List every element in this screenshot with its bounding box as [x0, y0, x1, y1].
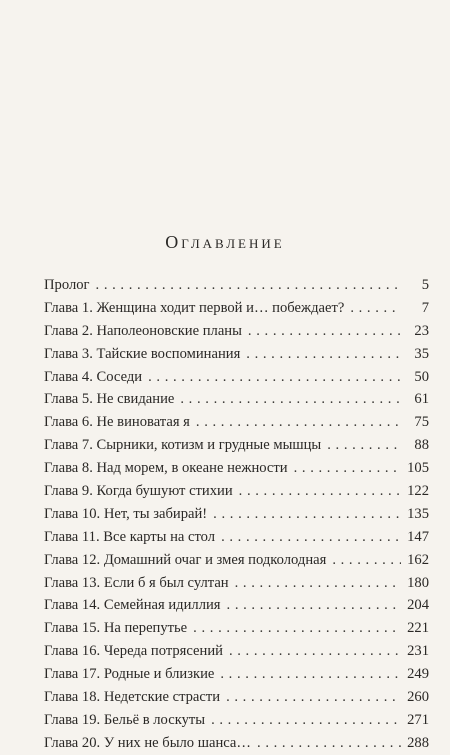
toc-entry-page: 61 [414, 391, 429, 408]
toc-entry-label: Глава 2. Наполеоновские планы [44, 322, 242, 339]
toc-leader-dots [350, 297, 401, 320]
toc-entry-page: 204 [407, 597, 429, 614]
toc-entry-label: Глава 3. Тайские воспоминания [44, 345, 241, 362]
toc-entry [44, 434, 429, 457]
toc-entry-page: 50 [414, 368, 429, 385]
toc-entry-page: 180 [407, 574, 429, 591]
toc-entry-label: Глава 11. Все карты на стол [44, 528, 216, 545]
toc-leader-dots [211, 709, 401, 732]
toc-entry-page: 35 [414, 345, 429, 362]
toc-entry-label: Глава 8. Над морем, в океане нежности [44, 460, 288, 477]
toc-entry-page: 221 [407, 620, 429, 637]
toc-leader-dots [248, 320, 401, 343]
toc-leader-dots [220, 663, 401, 686]
toc-entry [44, 457, 429, 480]
toc-entry-page: 147 [407, 528, 429, 545]
toc-leader-dots [226, 686, 401, 709]
toc-leader-dots [213, 503, 401, 526]
toc-leader-dots [246, 343, 401, 366]
toc-entry-page: 122 [407, 483, 429, 500]
toc-leader-dots [96, 274, 401, 297]
toc-entry-label: Глава 7. Сырники, котизм и грудные мышцы [44, 437, 322, 454]
toc-entry [44, 388, 429, 411]
toc-entry-label: Глава 12. Домашний очаг и змея подколодная [44, 551, 327, 568]
toc-entry [44, 549, 429, 572]
toc-entry [44, 572, 429, 595]
toc-leader-dots [227, 594, 401, 617]
toc-entry-page: 288 [407, 734, 429, 751]
toc-leader-dots [327, 434, 401, 457]
toc-entry-label: Глава 19. Бельё в лоскуты [44, 711, 206, 728]
toc-leader-dots [257, 732, 401, 755]
toc-entry-page: 260 [407, 689, 429, 706]
toc-entry-label: Глава 20. У них не было шанса… [44, 734, 252, 751]
toc-entry [44, 663, 429, 686]
toc-entry-page: 231 [407, 643, 429, 660]
toc-entry [44, 320, 429, 343]
toc-leader-dots [294, 457, 401, 480]
toc-leader-dots [193, 617, 401, 640]
toc-entry-page: 135 [407, 505, 429, 522]
toc-entry [44, 366, 429, 389]
toc-entry-page: 23 [414, 322, 429, 339]
toc-entry [44, 526, 429, 549]
toc-entry-page: 88 [414, 437, 429, 454]
toc-leader-dots [229, 640, 401, 663]
toc-leader-dots [180, 388, 401, 411]
toc-entry-page: 7 [421, 299, 429, 316]
toc-entry [44, 709, 429, 732]
toc-entry [44, 503, 429, 526]
toc-entry [44, 411, 429, 434]
toc-leader-dots [332, 549, 401, 572]
toc-entry-label: Глава 5. Не свидание [44, 391, 175, 408]
toc-entry-label: Глава 17. Родные и близкие [44, 666, 215, 683]
toc-entry [44, 297, 429, 320]
toc-leader-dots [221, 526, 401, 549]
toc-entry-label: Глава 10. Нет, ты забирай! [44, 505, 208, 522]
toc-entry-label: Пролог [44, 277, 90, 293]
toc-entry-label: Глава 15. На перепутье [44, 620, 188, 637]
toc-entry [44, 617, 429, 640]
toc-entry-page: 271 [407, 711, 429, 728]
toc-entry-label: Глава 18. Недетские страсти [44, 689, 221, 706]
toc-entry-page: 162 [407, 551, 429, 568]
table-of-contents [44, 274, 429, 755]
toc-entry [44, 594, 429, 617]
toc-entry-page: 105 [407, 460, 429, 477]
page-title: Оглавление [165, 232, 285, 252]
toc-entry-page: 75 [414, 414, 429, 431]
toc-entry-label: Глава 13. Если б я был султан [44, 574, 229, 591]
toc-leader-dots [235, 572, 401, 595]
toc-entry [44, 480, 429, 503]
toc-entry [44, 274, 429, 297]
toc-leader-dots [239, 480, 401, 503]
toc-entry-label: Глава 16. Череда потрясений [44, 643, 223, 660]
toc-entry-label: Глава 14. Семейная идиллия [44, 597, 221, 614]
toc-entry [44, 732, 429, 755]
toc-entry-label: Глава 6. Не виноватая я [44, 414, 190, 431]
toc-entry [44, 640, 429, 663]
toc-entry [44, 686, 429, 709]
toc-entry-page: 249 [407, 666, 429, 683]
toc-entry [44, 343, 429, 366]
toc-entry-label: Глава 4. Соседи [44, 368, 143, 385]
toc-leader-dots [148, 366, 401, 389]
toc-entry-label: Глава 9. Когда бушуют стихии [44, 483, 233, 500]
toc-entry-label: Глава 1. Женщина ходит первой и… побеждает? [44, 299, 345, 316]
toc-entry-page: 5 [421, 277, 429, 293]
toc-leader-dots [196, 411, 401, 434]
